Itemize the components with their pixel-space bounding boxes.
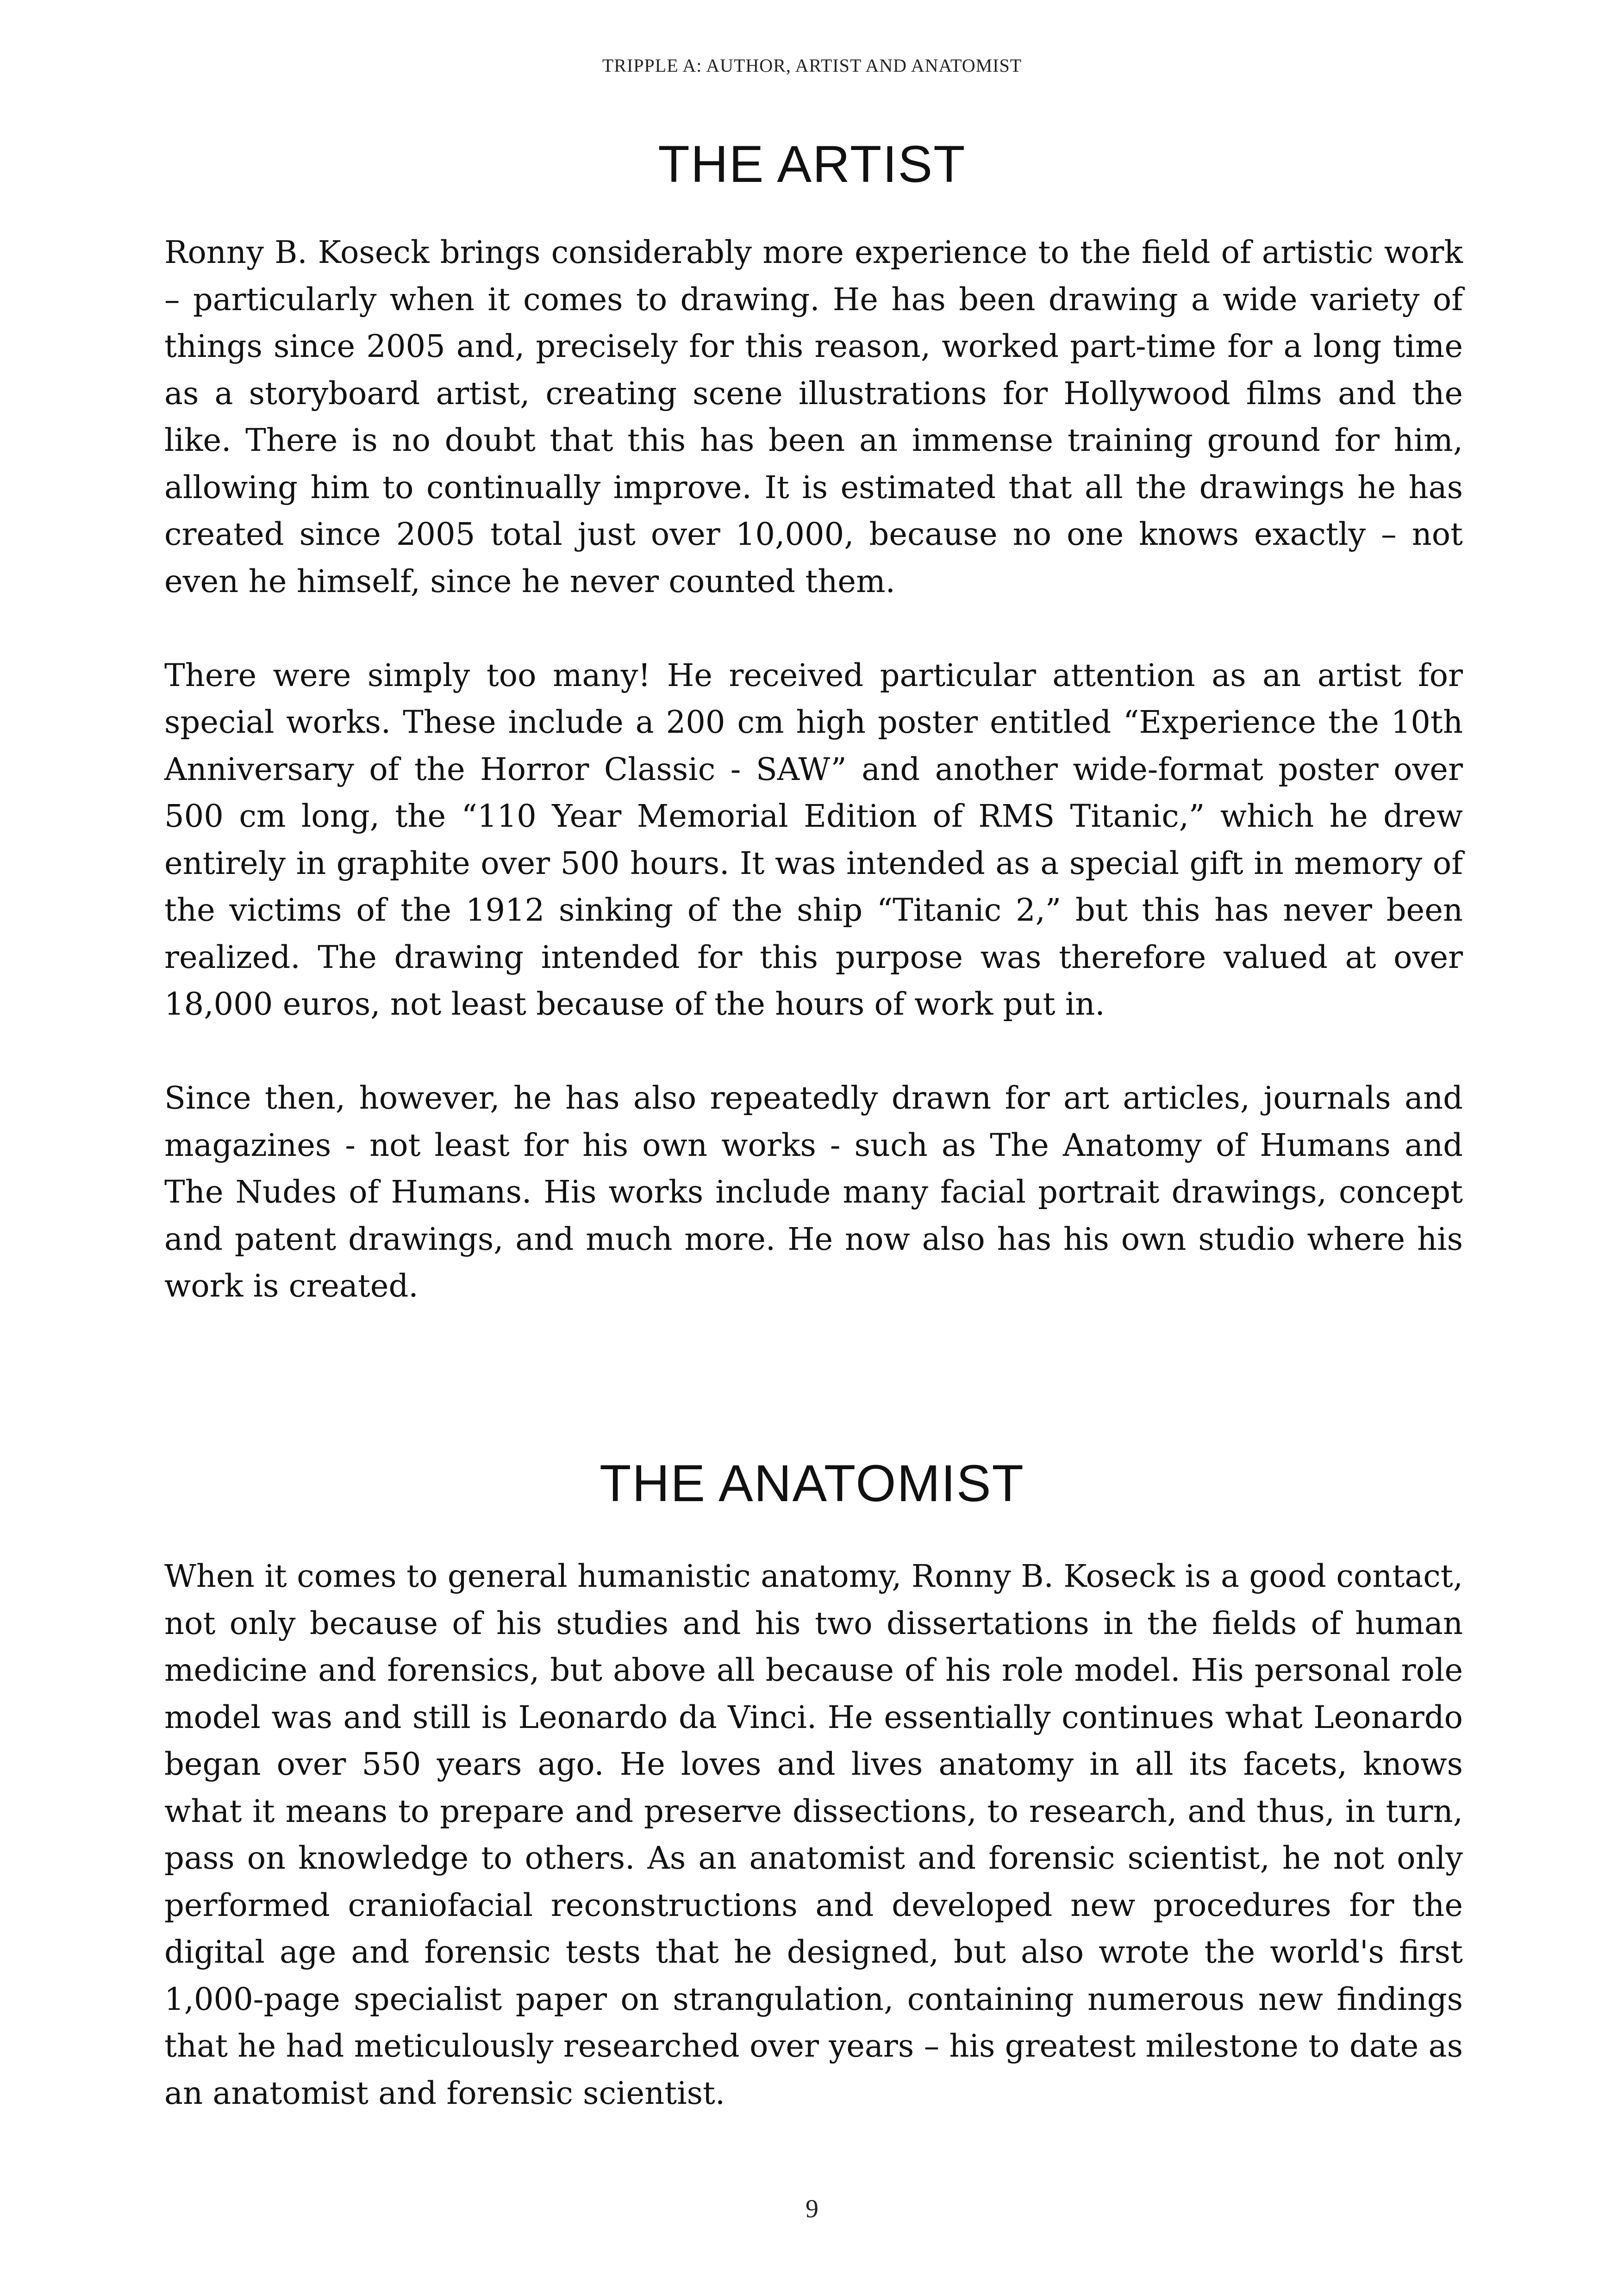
artist-section-body	[164, 229, 1463, 1310]
artist-paragraph-2: There were simply too many! He received particular attention as an artist for special works. These include a 200 cm high poster entitled “Experience the 10th Anniversary of the Horror Classic - SAW” and another wide-format poster over 500 cm long, the “110 Year Memorial Edition of RMS Titanic,” which he drew entirely in graphite over 500 hours. It was intended as a special gift in memory of the victims of the 1912 sinking of the ship “Titanic 2,” but this has never been realized. The drawing intended for this purpose was therefore valued at over 18,000 euros, not least because of the hours of work put in.	[164, 657, 1463, 1022]
artist-paragraph-1: Ronny B. Koseck brings considerably more experience to the field of artistic work – particularly when it comes to drawing. He has been drawing a wide variety of things since 2005 and, precisely for this reason, worked part-time for a long time as a storyboard artist, creating scene illustrations for Hollywood films and the like. There is no doubt that this has been an immense training ground for him, allowing him to continually improve. It is estimated that all the drawings he has created since 2005 total just over 10,000, because no one knows exactly – not even he himself, since he never counted them.	[164, 234, 1463, 599]
anatomist-section-body	[164, 1553, 1463, 2117]
artist-paragraph-3: Since then, however, he has also repeatedly drawn for art articles, journals and magazines - not least for his own works - such as The Anatomy of Humans and The Nudes of Humans. His works include many facial portrait drawings, concept and patent drawings, and much more. He now also has his own studio where his work is created.	[164, 1080, 1463, 1304]
section-heading-artist: THE ARTIST	[658, 135, 966, 193]
running-header: TRIPPLE A: AUTHOR, ARTIST AND ANATOMIST	[602, 55, 1022, 76]
anatomist-paragraph-1: When it comes to general humanistic anatomy, Ronny B. Koseck is a good contact, not only because of his studies and his two dissertations in the fields of human medicine and forensics, but above all because of his role model. His personal role model was and still is Leonardo da Vinci. He essentially continues what Leonardo began over 550 years ago. He loves and lives anatomy in all its facets, knows what it means to prepare and preserve dissections, to research, and thus, in turn, pass on knowledge to others. As an anatomist and forensic scientist, he not only performed craniofacial reconstructions and developed new procedures for the digital age and forensic tests that he designed, but also wrote the world's first 1,000-page specialist paper on strangulation, containing numerous new findings that he had meticulously researched over years – his greatest milestone to date as an anatomist and forensic scientist.	[164, 1558, 1463, 2111]
page-number: 9	[806, 2195, 818, 2223]
section-heading-anatomist: THE ANATOMIST	[600, 1454, 1024, 1512]
